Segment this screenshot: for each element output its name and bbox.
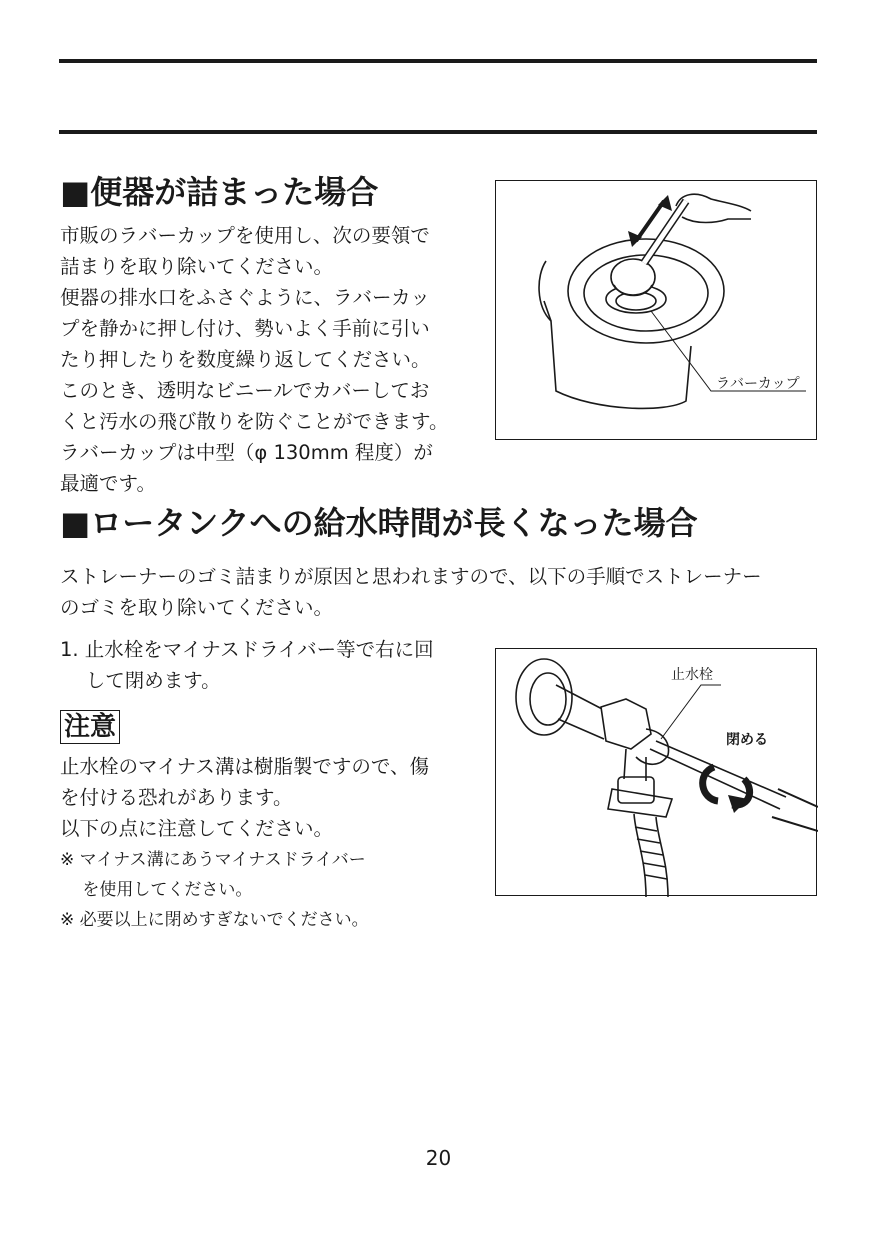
- section1-line: 便器の排水口をふさぐように、ラバーカッ: [60, 286, 430, 309]
- second-rule: [59, 130, 817, 134]
- caution-notes: [60, 845, 369, 935]
- caution-badge: 注意: [60, 710, 120, 744]
- section1-line: 市販のラバーカップを使用し、次の要領で: [60, 224, 430, 247]
- section2-intro: [60, 561, 762, 623]
- close-label: 閉める: [726, 732, 768, 748]
- section1-heading: ■便器が詰まった場合: [60, 173, 379, 211]
- top-rule: [59, 59, 817, 63]
- valve-illustration: [495, 648, 817, 896]
- note-line: ※ マイナス溝にあうマイナスドライバー: [60, 850, 366, 870]
- section1-line: 詰まりを取り除いてください。: [60, 255, 334, 278]
- section1-line: このとき、透明なビニールでカバーしてお: [60, 379, 430, 402]
- note-line: を使用してください。: [60, 880, 253, 900]
- intro-line: ストレーナーのゴミ詰まりが原因と思われますので、以下の手順でストレーナー: [60, 565, 762, 588]
- valve-label: 止水栓: [671, 667, 713, 683]
- section1-body: [60, 220, 448, 499]
- step-1: [60, 634, 434, 696]
- page-number: 20: [425, 1146, 452, 1170]
- note-line: ※ 必要以上に閉めすぎないでください。: [60, 910, 369, 930]
- plunger-illustration: [495, 180, 817, 440]
- section1-line: くと汚水の飛び散りを防ぐことができます。: [60, 410, 449, 433]
- intro-line: のゴミを取り除いてください。: [60, 596, 334, 619]
- rubber-cup-label: ラバーカップ: [716, 376, 800, 392]
- caution-line: 止水栓のマイナス溝は樹脂製ですので、傷: [60, 755, 429, 778]
- caution-line: 以下の点に注意してください。: [60, 817, 334, 840]
- caution-line: を付ける恐れがあります。: [60, 786, 293, 809]
- section1-line: 最適です。: [60, 472, 156, 495]
- step-line: 1. 止水栓をマイナスドライバー等で右に回: [60, 638, 434, 661]
- section2-heading: ■ロータンクへの給水時間が長くなった場合: [60, 504, 698, 542]
- caution-body: [60, 751, 429, 844]
- stop-valve-drawing: [496, 649, 818, 897]
- toilet-plunger-drawing: [496, 181, 818, 441]
- section1-line: プを静かに押し付け、勢いよく手前に引い: [60, 317, 430, 340]
- section1-line: たり押したりを数度繰り返してください。: [60, 348, 431, 371]
- section1-line: ラバーカップは中型（φ 130mm 程度）が: [60, 441, 433, 464]
- step-line: して閉めます。: [60, 669, 221, 692]
